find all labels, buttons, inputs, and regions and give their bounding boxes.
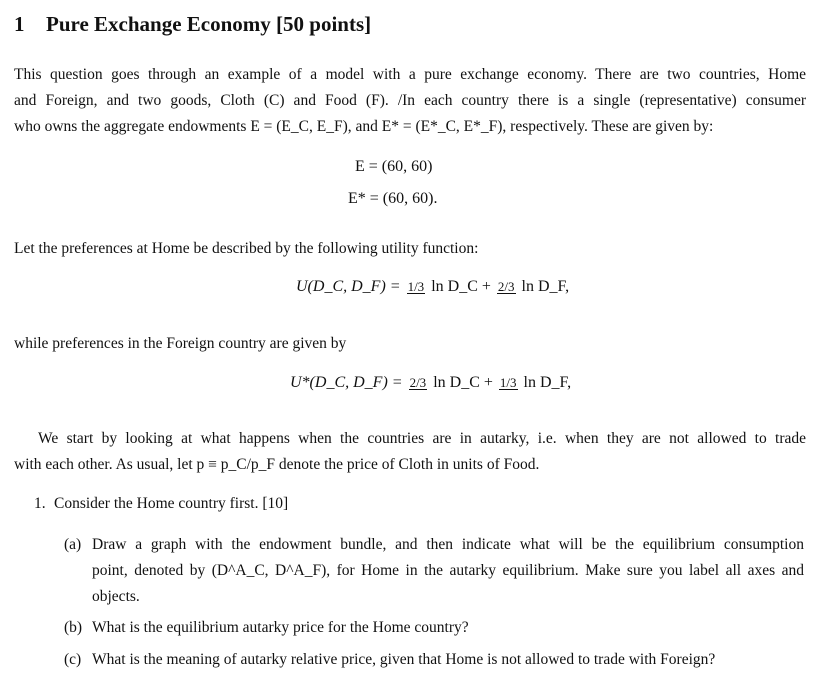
autarky-line-2: with each other. As usual, let p ≡ p_C/p_F denote the price of Cloth in units of Food. [14, 456, 540, 473]
coef-f-value: 2/3 [497, 279, 515, 295]
question-1c-text: What is the meaning of autarky relative price, given that Home is not allowed to trade with Foreign? [92, 651, 716, 668]
utility-foreign-coef-c [409, 376, 428, 390]
pref-home-text: Let the preferences at Home be described by the following utility function: [14, 240, 479, 257]
question-1-text: Consider the Home country first. [10] [54, 495, 289, 512]
utility-foreign-term-f: ln D_F [523, 374, 568, 391]
question-1-label: 1. [34, 495, 46, 512]
coef-f-value: 1/3 [499, 375, 517, 391]
section-title: Pure Exchange Economy [50 points] [46, 12, 372, 36]
question-1b-text: What is the equilibrium autarky price for the Home country? [92, 619, 469, 636]
utility-home-equation: U(D_C, D_F) = 1/3 ln D_C + 2/3 ln D_F, [296, 278, 570, 295]
utility-foreign-equation: U*(D_C, D_F) = 2/3 ln D_C + 1/3 ln D_F, [290, 374, 572, 391]
question-1a-label: (a) [64, 536, 82, 553]
utility-home-lhs: U(D_C, D_F) = [296, 278, 401, 295]
autarky-paragraph [14, 426, 806, 478]
coef-c-value: 1/3 [407, 279, 425, 295]
intro-line-3: who owns the aggregate endowments E = (E_C, E_F), and E* = (E*_C, E*_F), respectively. These are given by: [14, 118, 714, 135]
utility-home-coef-f [497, 280, 516, 294]
section-heading [14, 12, 371, 37]
question-1b-label: (b) [64, 619, 83, 636]
pref-foreign-text: while preferences in the Foreign country are given by [14, 335, 347, 352]
endowment-foreign-equation: E* = (60, 60). [348, 190, 438, 207]
question-1a-line-3: objects. [92, 588, 140, 605]
intro-line-1: This question goes through an example of a model with a pure exchange economy. There are two countries, Home [14, 66, 806, 83]
coef-c-value: 2/3 [409, 375, 427, 391]
question-1b [64, 615, 469, 641]
utility-home-term-f: ln D_F [521, 278, 566, 295]
autarky-line-1: We start by looking at what happens when the countries are in autarky, i.e. when they are not allowed to trade [38, 430, 806, 447]
question-1a [64, 532, 804, 610]
section-number: 1 [14, 12, 25, 36]
question-1c [64, 647, 715, 673]
utility-foreign-term-c: ln D_C [433, 374, 480, 391]
utility-home-coef-c [407, 280, 426, 294]
question-1a-line-2: point, denoted by (D^A_C, D^A_F), for Home in the autarky equilibrium. Make sure you label all axes and [92, 562, 804, 579]
question-1a-line-1: (a) Draw a graph with the endowment bundle, and then indicate what will be the equilibrium consumption [64, 532, 804, 558]
utility-home-term-c: ln D_C [431, 278, 478, 295]
question-1c-label: (c) [64, 651, 82, 668]
endowment-home-equation: E = (60, 60) [355, 158, 433, 175]
intro-paragraph [14, 62, 806, 140]
utility-foreign-coef-f [499, 376, 518, 390]
question-1 [34, 491, 288, 517]
utility-foreign-lhs: U*(D_C, D_F) = [290, 374, 403, 391]
intro-line-2: and Foreign, and two goods, Cloth (C) and Food (F). /In each country there is a single (representative) consumer [14, 92, 806, 109]
